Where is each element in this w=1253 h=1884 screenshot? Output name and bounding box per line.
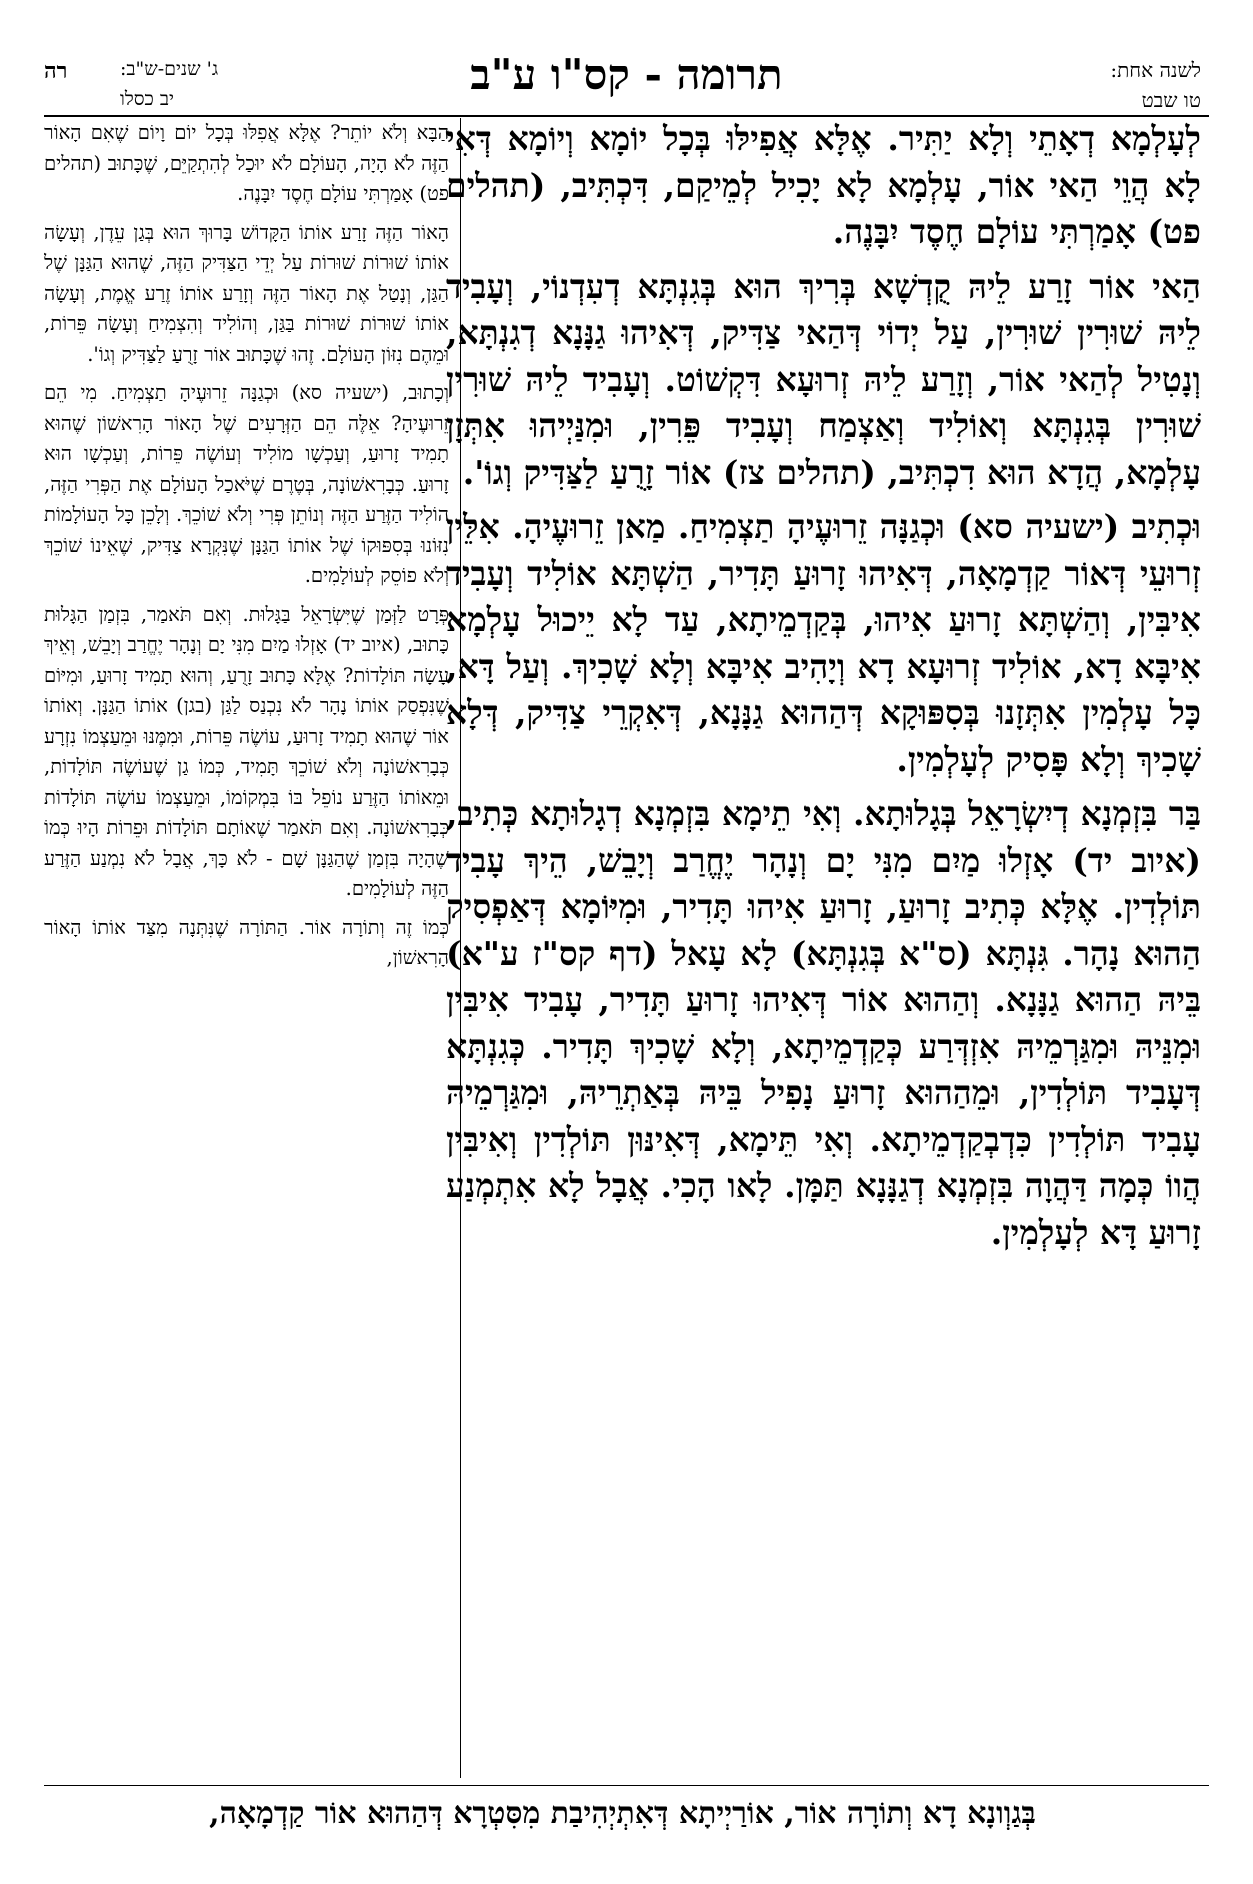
continuation-line: בְּגַוְונָא דָא וְתוֹרָה אוֹר, אוֹרַיְיתָא דְּאִתְיְהִיבַת מִסִּטְרָא דְּהַהוּא אוֹר קַדְמָאָה,: [209, 1796, 1036, 1831]
main-paragraph: הַאי אוֹר זָרַע לֵיהּ קֻדְשָׁא בְּרִיךְ הוּא בְּגִנְתָּא דְעִדְנוֹי, וְעָבִיד לֵיהּ שׁוּרִין שׁוּרִין, עַל יְדוֹי דְּהַאי צַדִּיק, דְּאִיהוּ גַנָּנָא דְגִנְתָּא, וְנָטִיל לְהַאי אוֹר, וְזָרַע לֵיהּ זְרוּעָא דִּקְשׁוֹט. וְעָבִיד לֵיהּ שׁוּרִין שׁוּרִין בְּגִנְתָּא וְאוֹלִיד וְאַצְמַח וְעָבִיד פֵּרִין, וּמִנַּיְיהוּ אִתְּזָן עָלְמָא, הֲדָא הוּא דִכְתִּיב, (תהלים צז) אוֹר זָרֻעַ לַצַּדִּיק וְגוֹ'.: [446, 266, 1201, 492]
header-study-schedule-three-years: ג' שנים-ש"ב:: [120, 58, 219, 80]
translation-paragraph: כְּמוֹ זֶה וְתוֹרָה אוֹר. הַתּוֹרָה שֶׁנִּתְּנָה מִצַּד אוֹתוֹ הָאוֹר הָרִאשׁוֹן,: [44, 915, 449, 969]
translation-paragraph: הָאוֹר הַזֶּה זָרַע אוֹתוֹ הַקָּדוֹשׁ בָּרוּךְ הוּא בְּגַן עֵדֶן, וְעָשָׂה אוֹתוֹ שׁוּרוֹת שׁוּרוֹת עַל יְדֵי הַצַּדִּיק הַזֶּה, שֶׁהוּא הַגַּנָּן שֶׁל הַגַּן, וְנָטַל אֶת הָאוֹר הַזֶּה וְזָרַע אוֹתוֹ זֶרַע אֱמֶת, וְעָשָׂה אוֹתוֹ שׁוּרוֹת שׁוּרוֹת בַּגַּן, וְהוֹלִיד וְהִצְמִיחַ וְעָשָׂה פֵּרוֹת, וּמֵהֶם נִזּוֹן הָעוֹלָם. זֶהוּ שֶׁכָּתוּב אוֹר זָרֻעַ לַצַּדִּיק וְגוֹ'.: [44, 220, 449, 366]
header-study-schedule-one-year: לשנה אחת:: [1110, 58, 1201, 82]
main-text-column: [446, 116, 1201, 1776]
header-date-three-years: יב כסלו: [120, 88, 175, 110]
translation-paragraph: וְכָתוּב, (ישעיה סא) וּכְגַנָּה זֵרוּעֶיהָ תַצְמִיחַ. מִי הֵם זֵרוּעֶיהָ? אֵלֶּה הֵם הַזְּרָעִים שֶׁל הָאוֹר הָרִאשׁוֹן שֶׁהוּא תָמִיד זָרוּעַ, וְעַכְשָׁו מוֹלִיד וְעוֹשֶׂה פֵּרוֹת, וְעַכְשָׁו הוּא זָרוּעַ. כְּבָרִאשׁוֹנָה, בְּטֶרֶם שֶׁיֹּאכַל הָעוֹלָם אֶת הַפְּרִי הַזֶּה, הוֹלִיד הַזֶּרַע הַזֶּה וְנוֹתֵן פְּרִי וְלֹא שׁוֹכֵךְ. וְלָכֵן כָּל הָעוֹלָמוֹת נִזּוֹנוּ בְּסִפּוּקוֹ שֶׁל אוֹתוֹ הַגַּנָּן שֶׁנִּקְרָא צַדִּיק, שֶׁאֵינוֹ שׁוֹכֵךְ וְלֹא פוֹסֵק לְעוֹלָמִים.: [44, 381, 449, 587]
page-title: תרומה - קס"ו ע"ב: [470, 50, 783, 99]
page-number: רה: [44, 58, 68, 84]
main-paragraph: לְעָלְמָא דְאָתֵי וְלָא יַתִּיר. אֶלָּא אֲפִילּוּ בְּכָל יוֹמָא וְיוֹמָא דְּאִי לָא הֲוֵי הַאי אוֹר, עָלְמָא לָא יָכִיל לְמֵיקַם, דִּכְתִּיב, (תהלים פט) אָמַרְתִּי עוֹלָם חֶסֶד יִבָּנֶה.: [446, 119, 1201, 251]
main-paragraph: וּכְתִיב (ישעיה סא) וּכְגַנָּה זֵרוּעֶיהָ תַצְמִיחַ. מַאן זֵרוּעֶיהָ. אִלֵּין זְרוּעֵי דְּאוֹר קַדְמָאָה, דְּאִיהוּ זָרוּעַ תָּדִיר, הַשְׁתָּא אוֹלִיד וְעָבִיד אִיבִּין, וְהַשְׁתָּא זָרוּעַ אִיהוּ, בְּקַדְמֵיתָא, עַד לָא יֵיכוּל עָלְמָא אִיבָּא דָא, אוֹלִיד זְרוּעָא דָא וְיָהִיב אִיבָּא וְלָא שָׁכִיךְ. וְעַל דָּא, כָּל עָלְמִין אִתְּזָנוּ בְּסִפּוּקָא דְּהַהוּא גַנָּנָא, דְּאִקְרֵי צַדִּיק, דְּלָא שָׁכִיךְ וְלָא פָּסִיק לְעָלְמִין.: [446, 507, 1201, 779]
column-divider: [460, 118, 461, 1778]
translation-paragraph: פְּרָט לַזְּמַן שֶׁיִּשְׂרָאֵל בַּגָּלוּת. וְאִם תֹּאמַר, בִּזְמַן הַגָּלוּת כָּתוּב, (איוב יד) אָזְלוּ מַיִם מִנִּי יָם וְנָהָר יֶחֱרַב וְיָבֵשׁ, וְאֵיךְ עָשָׂה תּוֹלָדוֹת? אֶלָּא כָּתוּב זָרֻעַ, וְהוּא תָמִיד זָרוּעַ, וּמִיּוֹם שֶׁנִּפְסַק אוֹתוֹ נָהָר לֹא נִכְנַס לַגַּן (בגן) אוֹתוֹ הַגַּנָּן. וְאוֹתוֹ אוֹר שֶׁהוּא תָמִיד זָרוּעַ, עוֹשֶׂה פֵּרוֹת, וּמִמֶּנּוּ וּמֵעַצְמוֹ נִזְרָע כְּבָרִאשׁוֹנָה וְלֹא שׁוֹכֵךְ תָּמִיד, כְּמוֹ גַן שֶׁעוֹשֶׂה תּוֹלָדוֹת, וּמֵאוֹתוֹ הַזֶּרַע נוֹפֵל בּוֹ בִּמְקוֹמוֹ, וּמֵעַצְמוֹ עוֹשֶׂה תּוֹלָדוֹת כְּבָרִאשׁוֹנָה. וְאִם תֹּאמַר שֶׁאוֹתָם תּוֹלָדוֹת וּפֵרוֹת הָיוּ כְּמוֹ שֶׁהָיָה בִּזְמַן שֶׁהַגַּנָּן שָׁם - לֹא כָּךְ, אֲבָל לֹא נִמְנַע הַזֶּרַע הַזֶּה לְעוֹלָמִים.: [44, 602, 449, 900]
main-paragraph: בַּר בִּזְמְנָא דְיִשְׂרָאֵל בְּגָלוּתָא. וְאִי תֵימָא בִּזְמְנָא דְגָלוּתָא כְּתִיב, (איוב יד) אָזְלוּ מַיִם מִנִּי יָם וְנָהָר יֶחֱרַב וְיָבֵשׁ, הֵיךְ עָבִיד תּוֹלְדִין. אֶלָּא כְּתִיב זָרוּעַ, זָרוּעַ אִיהוּ תָּדִיר, וּמִיּוֹמָא דְּאַפְסִיק הַהוּא נָהָר. גִּנְתָּא (ס"א בְּגִנְתָּא) לָא עָאל (דף קס"ז ע"א) בֵּיהּ הַהוּא גַנָּנָא. וְהַהוּא אוֹר דְּאִיהוּ זָרוּעַ תָּדִיר, עָבִיד אִיבִּין וּמִנֵּיהּ וּמִגַּרְמֵיהּ אִזְדְּרַע כְּקַדְמֵיתָא, וְלָא שָׁכִיךְ תָּדִיר. כְּגִנְתָּא דְּעָבִיד תּוֹלְדִין, וּמֵהַהוּא זָרוּעַ נָפִיל בֵּיהּ בְּאַתְרֵיהּ, וּמִגַּרְמֵיהּ עָבִיד תּוֹלְדִין כִּדְבְקַדְמֵיתָא. וְאִי תֵּימָא, דְּאִינּוּן תּוֹלְדִין וְאִיבִּין הֲווֹ כְּמָה דַּהֲוָה בִּזְמְנָא דְגַנָּנָא תַּמָּן. לָאו הָכִי. אֲבָל לָא אִתְמְנַע זָרוּעַ דָּא לְעָלְמִין.: [446, 794, 1201, 1252]
translation-paragraph: הַבָּא וְלֹא יוֹתֵר? אֶלָּא אֲפִלּוּ בְּכָל יוֹם וָיוֹם שֶׁאִם הָאוֹר הַזֶּה לֹא הָיָה, הָעוֹלָם לֹא יוּכַל לְהִתְקַיֵּם, שֶׁכָּתוּב (תהלים פט) אָמַרְתִּי עוֹלָם חֶסֶד יִבָּנֶה.: [44, 121, 449, 205]
footer-divider: [44, 1785, 1209, 1786]
header-date-one-year: טו שבט: [1141, 88, 1201, 112]
translation-column: [44, 118, 449, 1778]
